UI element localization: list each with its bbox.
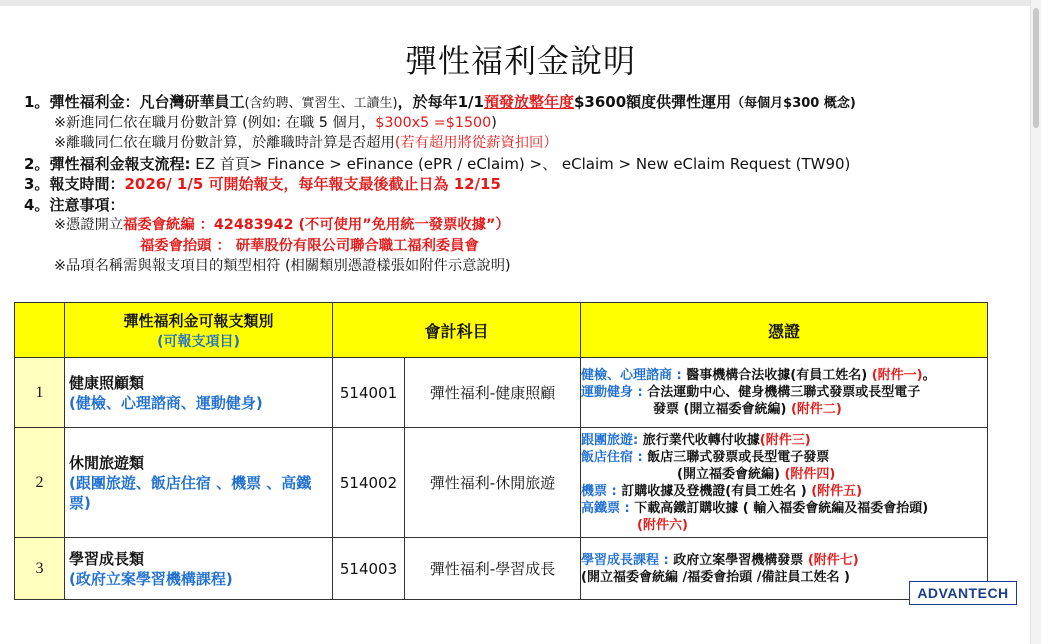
- proof-key: 學習成長課程 :: [581, 552, 674, 568]
- proof-line: [581, 384, 987, 401]
- proof-text: 合法運動中心、健身機構三聯式發票或長型電子: [647, 385, 921, 400]
- header-category: [65, 303, 333, 358]
- proof-text: 訂購收據及登機證(有員工姓名 ): [621, 483, 812, 499]
- note-1-num: 1。: [24, 93, 50, 111]
- note-3-red: 2026/ 1/5 可開始報支，每年報支最後截止日為 12/15: [124, 175, 501, 193]
- proof-attachment: (附件三): [759, 432, 811, 448]
- note-4: [24, 195, 1014, 216]
- category-items: (健檢、心理諮商、運動健身): [69, 393, 263, 412]
- proof-text: (開立福委會統編): [677, 466, 785, 482]
- proof-key: 健檢、心理諮商 :: [581, 368, 687, 383]
- proof-attachment: (附件二): [790, 402, 842, 417]
- account-name: 彈性福利-學習成長: [405, 538, 581, 600]
- proof-cell: [581, 358, 988, 428]
- proof-line: [581, 552, 987, 569]
- proof-line: [581, 483, 987, 500]
- proof-key: 跟團旅遊:: [581, 432, 643, 448]
- proof-attachment: (附件四): [784, 466, 836, 482]
- notes-section: [24, 92, 1014, 277]
- note-3-label: 報支時間：: [49, 175, 125, 193]
- note-1-paren: (含約聘、實習生、工讀生): [244, 96, 398, 111]
- note-1a-red: $300x5 =$1500: [375, 114, 492, 131]
- note-1-red: 預發放整年度: [483, 93, 574, 111]
- proof-line: [581, 432, 987, 449]
- proof-key: 高鐵票 :: [581, 500, 635, 516]
- category-name: 健康照顧類: [69, 373, 145, 392]
- proof-attachment: (附件六): [637, 517, 688, 533]
- proof-key: 機票 :: [581, 483, 622, 499]
- header-account: 會計科目: [333, 303, 581, 358]
- proof-text: 醫事機構合法收據(有員工姓名): [686, 368, 872, 383]
- note-1-label: 彈性福利金：凡台灣研華員工: [49, 93, 245, 111]
- header-number: [15, 303, 65, 358]
- header-category-sub: (可報支項目): [157, 333, 240, 350]
- category-items: (政府立案學習機構課程): [69, 569, 233, 588]
- note-1-tail: （每個月$300 概念): [731, 96, 856, 111]
- note-1-mid: ，於每年1/1: [397, 93, 484, 111]
- category-name: 學習成長類: [69, 549, 145, 568]
- vertical-scrollbar[interactable]: [1030, 0, 1041, 644]
- note-4c-text: ※品項名稱需與報支項目的類型相符 (相關類別憑證樣張如附件示意說明): [54, 258, 511, 274]
- proof-attachment: (附件七): [807, 552, 859, 568]
- note-2-text: EZ 首頁> Finance > eFinance (ePR / eClaim) >、 eClaim > New eClaim Request (TW90): [195, 154, 851, 173]
- benefit-table: [14, 302, 988, 600]
- proof-line: [581, 517, 987, 534]
- note-4-num: 4。: [24, 195, 50, 214]
- note-1-amount: $3600額度供彈性運用: [573, 93, 732, 111]
- advantech-logo: ADVANTECH: [909, 581, 1017, 605]
- note-1a: [24, 113, 1014, 134]
- note-3: [24, 174, 1014, 195]
- note-4a-red: 福委會統編 ：42483942 (不可使用”免用統一發票收據”）: [123, 217, 510, 233]
- note-2: [24, 154, 1014, 175]
- header-category-title: 彈性福利金可報支類別: [123, 311, 274, 330]
- row-number: 3: [15, 538, 65, 600]
- top-bar: [0, 0, 1041, 6]
- note-4a: [24, 215, 1014, 236]
- proof-text: 下載高鐵訂購收據 ( 輸入福委會統編及福委會抬頭): [634, 500, 929, 516]
- proof-text: 政府立案學習機構發票: [673, 552, 808, 568]
- proof-key: 運動健身 :: [581, 385, 648, 400]
- row-category: [65, 538, 333, 600]
- table-row: [15, 358, 988, 428]
- note-4-label: 注意事項：: [49, 195, 125, 214]
- proof-line: [581, 367, 987, 384]
- account-code: 514001: [333, 358, 405, 428]
- table-row: [15, 538, 988, 600]
- account-name: 彈性福利-健康照顧: [405, 358, 581, 428]
- proof-text: 飯店三聯式發票或長型電子發票: [647, 449, 830, 465]
- proof-end: 。: [922, 368, 936, 383]
- note-4b-red: 福委會抬頭 ： 研華股份有限公司聯合職工福利委員會: [140, 237, 479, 254]
- account-code: 514002: [333, 428, 405, 538]
- note-1: [24, 92, 1014, 113]
- proof-text: (開立福委會統編 /福委會抬頭 /備註員工姓名 ): [581, 569, 850, 585]
- proof-line: [581, 449, 987, 466]
- note-4a-text: ※憑證開立: [54, 217, 124, 233]
- proof-key: 飯店住宿 :: [581, 449, 648, 465]
- note-2-num: 2。: [24, 154, 50, 173]
- row-number: 1: [15, 358, 65, 428]
- note-4b: [24, 236, 1014, 257]
- proof-attachment: (附件五): [811, 483, 863, 499]
- proof-attachment: (附件一): [871, 368, 923, 383]
- proof-line: [581, 466, 987, 483]
- note-3-num: 3。: [24, 175, 50, 193]
- row-number: 2: [15, 428, 65, 538]
- table-row: [15, 428, 988, 538]
- proof-line: [581, 401, 987, 418]
- note-1a-text: ※新進同仁依在職月份數計算 (例如: 在職 5 個月，: [54, 114, 376, 131]
- note-4c: [24, 256, 1014, 277]
- account-name: 彈性福利-休閒旅遊: [405, 428, 581, 538]
- row-category: [65, 358, 333, 428]
- row-category: [65, 428, 333, 538]
- proof-text: 發票 (開立福委會統編): [653, 402, 791, 417]
- page-title: 彈性福利金說明: [404, 42, 636, 80]
- category-name: 休閒旅遊類: [69, 453, 145, 472]
- note-1a-suffix: ): [491, 114, 497, 131]
- note-1b: [24, 133, 1014, 154]
- proof-text: 旅行業代收轉付收據: [642, 432, 760, 448]
- note-1b-text: ※離職同仁依在職月份數計算，於離職時計算是否超用: [54, 135, 395, 151]
- proof-line: [581, 500, 987, 517]
- note-1b-red: (若有超用將從薪資扣回）: [394, 135, 558, 151]
- header-proof: 憑證: [581, 303, 988, 358]
- note-2-label: 彈性福利金報支流程:: [49, 154, 191, 173]
- proof-cell: [581, 428, 988, 538]
- table-header-row: [15, 303, 988, 358]
- account-code: 514003: [333, 538, 405, 600]
- category-items: (跟團旅遊、飯店住宿 、機票 、高鐵票): [69, 473, 312, 512]
